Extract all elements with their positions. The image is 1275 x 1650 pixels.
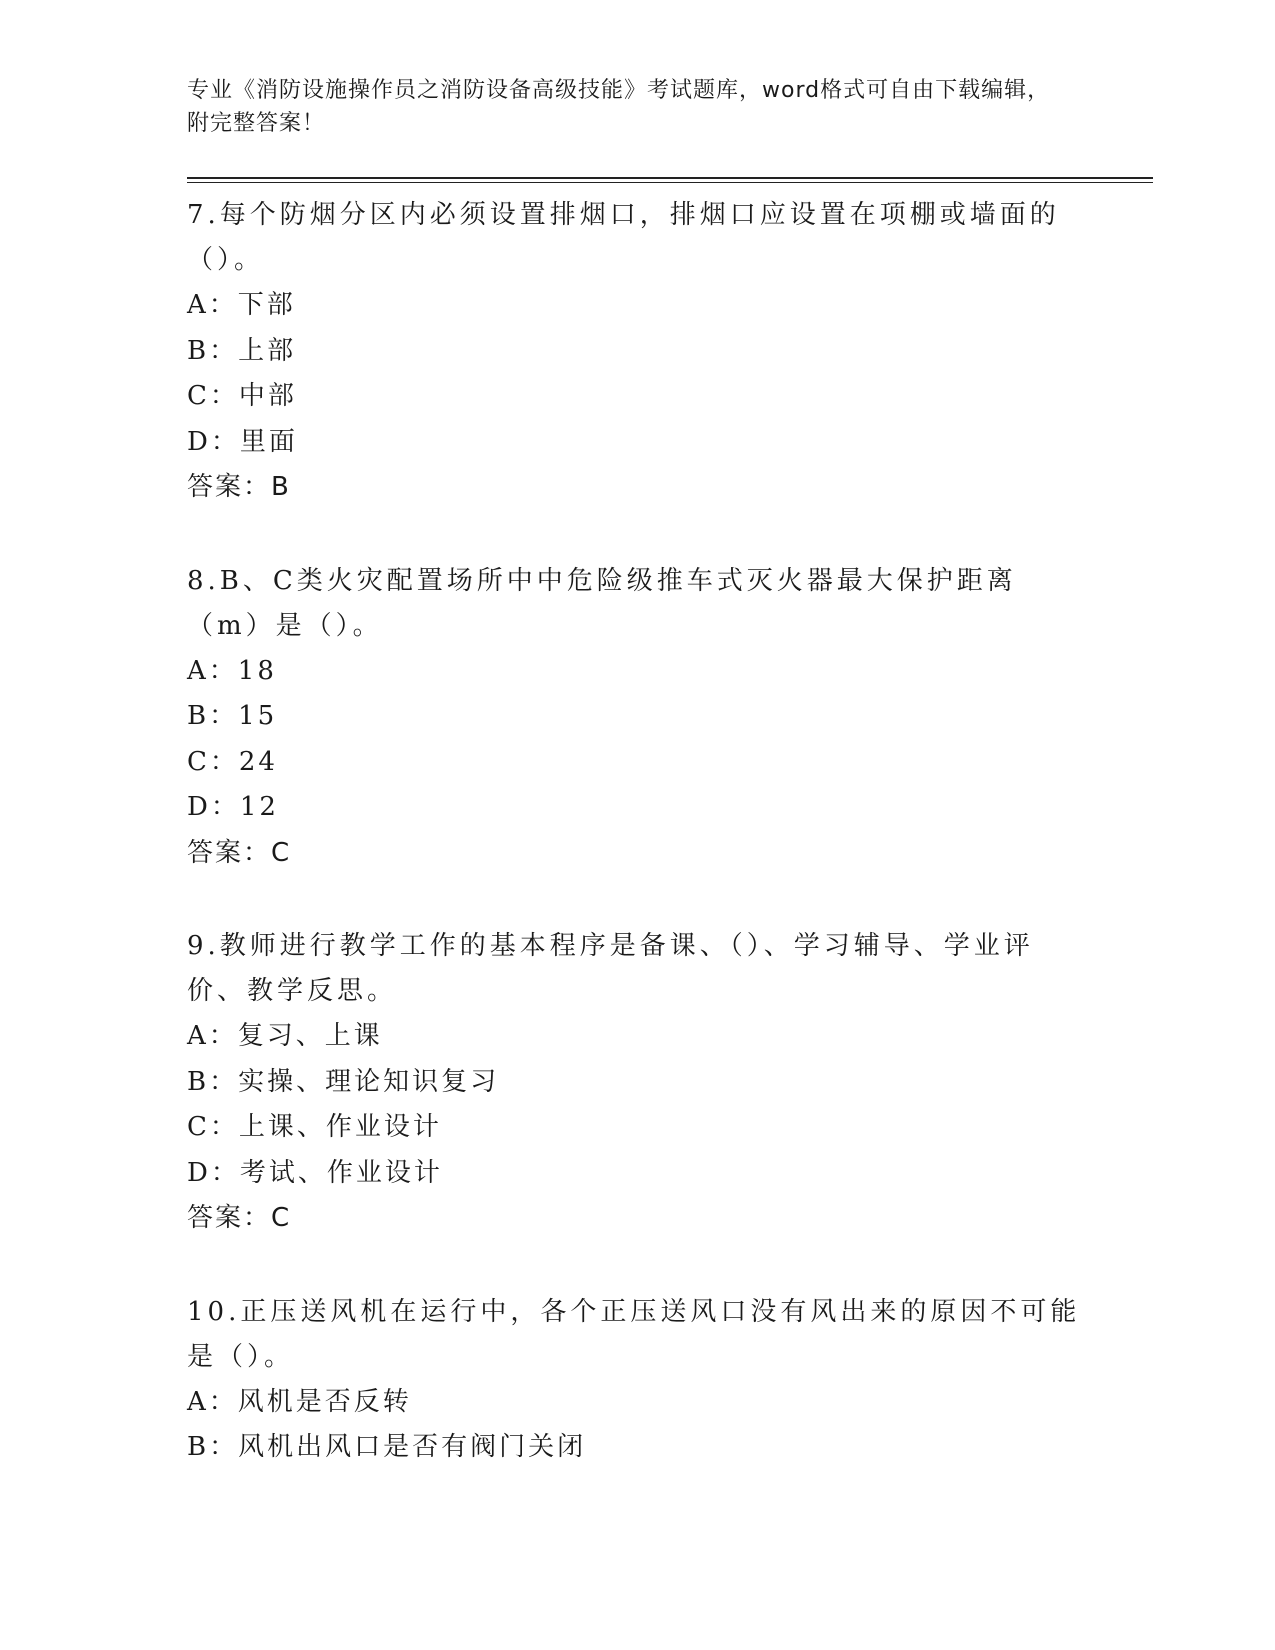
option-d: D：里面: [187, 426, 298, 457]
question-stem: 8.B、C类火灾配置场所中中危险级推车式灭火器最大保护距离（m）是（）。: [187, 565, 1017, 641]
question-stem: 10.正压送风机在运行中，各个正压送风口没有风出来的原因不可能是（）。: [187, 1296, 1081, 1372]
option-b: B：实操、理论知识复习: [187, 1066, 500, 1097]
question-7: [187, 193, 1087, 511]
question-stem: 7.每个防烟分区内必须设置排烟口，排烟口应设置在项棚或墙面的（）。: [187, 200, 1060, 275]
answer: 答案：B: [187, 472, 291, 502]
header-rule-thick: [187, 177, 1153, 179]
option-b: B：风机出风口是否有阀门关闭: [187, 1432, 587, 1462]
question-10: [187, 1290, 1087, 1471]
document-header: 专业《消防设施操作员之消防设备高级技能》考试题库，word格式可自由下载编辑，附完整答案！: [187, 78, 1051, 136]
question-stem: 9.教师进行教学工作的基本程序是备课、（）、学习辅导、学业评价、教学反思。: [187, 931, 1034, 1006]
option-a: A：18: [187, 655, 277, 686]
option-a: A：风机是否反转: [187, 1386, 412, 1417]
option-b: B：15: [187, 701, 278, 731]
option-d: D：12: [187, 792, 279, 822]
option-b: B：上部: [187, 335, 297, 366]
header-rule-thin: [187, 182, 1153, 183]
question-9: [187, 924, 1087, 1242]
option-c: C：上课、作业设计: [187, 1112, 442, 1142]
option-c: C：中部: [187, 381, 297, 411]
option-a: A：复习、上课: [187, 1021, 383, 1051]
option-a: A：下部: [187, 290, 296, 320]
option-c: C：24: [187, 746, 278, 777]
question-8: [187, 559, 1087, 877]
answer: 答案：C: [187, 837, 292, 868]
question-list: [187, 193, 1087, 1519]
option-d: D：考试、作业设计: [187, 1157, 443, 1188]
answer: 答案：C: [187, 1203, 292, 1233]
